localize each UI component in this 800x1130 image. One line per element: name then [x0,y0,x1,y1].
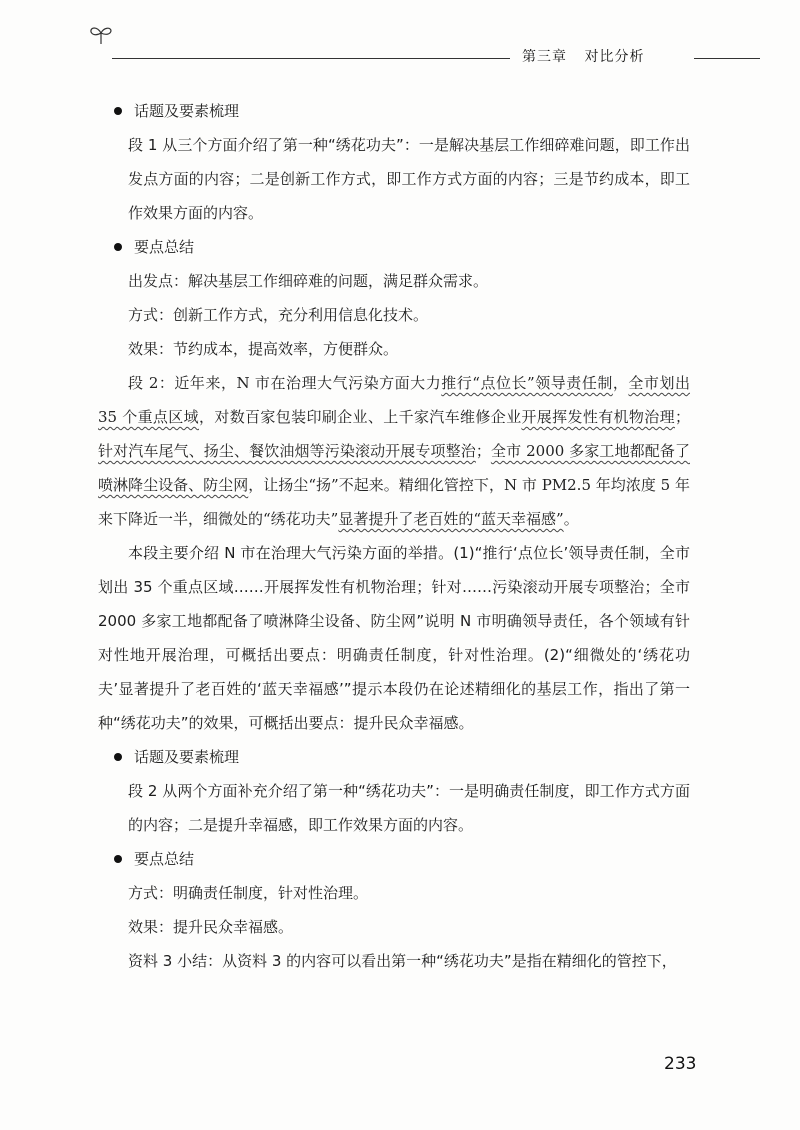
running-header [510,46,656,66]
source-text: ， [612,374,629,392]
underlined-phrase: 针对汽车尾气、扬尘、餐饮油烟等污染滚动开展专项整治 [98,442,476,460]
underlined-phrase: 全市 2000 多家工地都配备了喷淋降尘设备、防尘网 [98,442,690,494]
point-item: 出发点：解决基层工作细碎难的问题，满足群众需求。 [128,272,489,290]
source-text: ； [674,408,690,426]
header-rule-left [112,58,527,59]
summary-text: 资料 3 小结：从资料 3 的内容可以看出第一种“绣花功夫”是指在精细化的管控下， [128,952,677,970]
underlined-phrase: 显著提升了老百姓的“蓝天幸福感” [338,510,564,528]
source-text: ； [475,442,491,460]
points-heading: 要点总结 [114,230,690,264]
underlined-phrase: 开展挥发性有机物治理 [521,408,675,426]
topic-heading: 话题及要素梳理 [114,94,690,128]
source-text: ，让扬尘“扬”不起来。精细化管控下，N 市 PM2.5 年均浓度 5 年来下降近一半，细微处的“绣花功夫” [98,476,690,528]
topic-text: 段 2 从两个方面补充介绍了第一种“绣花功夫”：一是明确责任制度，即工作方式方面的内容；二是提升幸福感，即工作效果方面的内容。 [128,782,690,834]
chapter-number: 第三章 [522,49,567,65]
point-item: 效果：节约成本，提高效率，方便群众。 [128,340,399,358]
analysis-paragraph: 本段主要介绍 N 市在治理大气污染方面的举措。(1)“推行‘点位长’领导责任制，全市划出 35 个重点区域……开展挥发性有机物治理；针对……污染滚动开展专项整治；全市 2000 多家工地都配备了喷淋降尘设备、防尘网”说明 N 市明确领导责任，各个领域有针对性地开展治理，可概括出要点：明确责任制度，针对性治理。(2)“细微处的‘绣花功夫’显著提升了老百姓的‘蓝天幸福感’”提示本段仍在论述精细化的基层工作，指出了第一种“绣花功夫”的效果，可概括出要点：提升民众幸福感。 [98,544,690,732]
source-passage [98,366,690,536]
page-header [0,0,800,70]
page-body [98,94,690,978]
point-item: 效果：提升民众幸福感。 [128,918,294,936]
sprout-icon [88,24,114,46]
source-text: ，对数百家包装印刷企业、上千家汽车维修企业 [198,408,522,426]
point-item: 方式：创新工作方式，充分利用信息化技术。 [128,306,429,324]
underlined-phrase: 推行“点位长”领导责任制 [441,374,613,392]
chapter-title: 对比分析 [584,49,645,65]
page-number: 233 [664,1054,697,1074]
topic-text: 段 1 从三个方面介绍了第一种“绣花功夫”：一是解决基层工作细碎难问题，即工作出发点方面的内容；二是创新工作方式，即工作方式方面的内容；三是节约成本，即工作效果方面的内容。 [128,136,690,222]
points-heading: 要点总结 [114,842,690,876]
source-text: 段 2：近年来，N 市在治理大气污染方面大力 [128,374,442,392]
topic-heading: 话题及要素梳理 [114,740,690,774]
underlined-phrase: 全市划出 35 个重点区域 [98,374,690,426]
point-item: 方式：明确责任制度，针对性治理。 [128,884,369,902]
source-text: 。 [563,510,579,528]
header-rule-right [694,58,760,59]
